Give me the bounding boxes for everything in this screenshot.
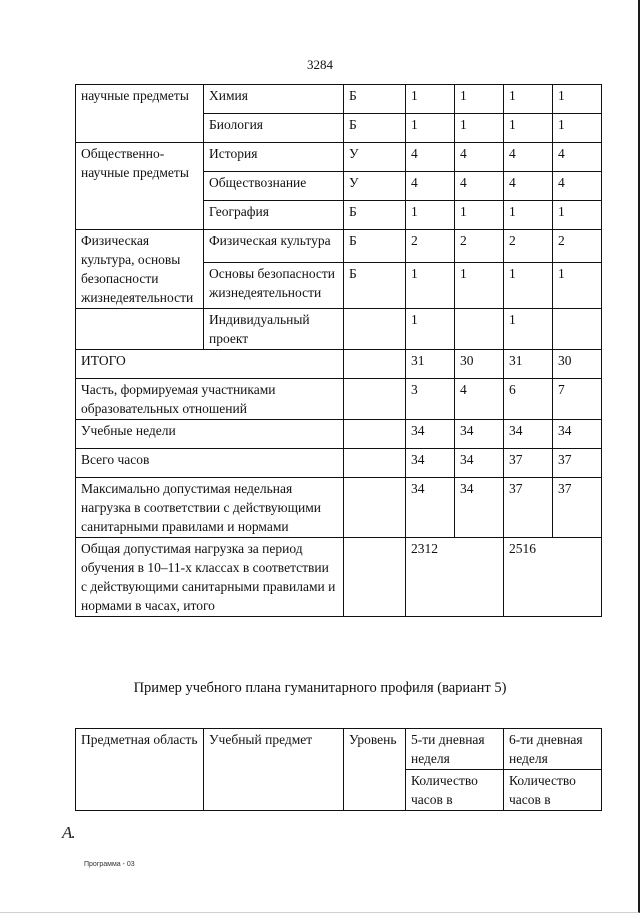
hours-cell: 4 [406, 172, 455, 201]
table-row [76, 309, 602, 350]
hours-cell: 1 [504, 114, 553, 143]
header-six-day-week: 6-ти дневная неделя [504, 729, 602, 770]
subject-cell: Химия [204, 85, 344, 114]
table-row-total [76, 478, 602, 538]
overall-label: Общая допустимая нагрузка за период обучения в 10–11-х классах в соответствии с действующими санитарными правилами и нормами в часах, итого [76, 538, 344, 617]
hours-cell: 37 [553, 478, 602, 538]
hours-cell: 30 [455, 350, 504, 379]
header-hours-six: Количество часов в [504, 770, 602, 811]
total-label: Часть, формируемая участниками образовательных отношений [76, 379, 344, 420]
curriculum-table [75, 84, 602, 617]
header-subject-area: Предметная область [76, 729, 204, 811]
hours-cell: 1 [455, 201, 504, 230]
hours-cell: 1 [406, 262, 455, 308]
hours-cell: 34 [455, 420, 504, 449]
level-cell: Б [344, 201, 406, 230]
handwritten-mark: А. [62, 823, 75, 842]
table-row-overall [76, 538, 602, 617]
subject-cell: История [204, 143, 344, 172]
plan-header-table [75, 728, 602, 811]
subject-cell: География [204, 201, 344, 230]
hours-cell: 1 [406, 85, 455, 114]
hours-cell: 4 [455, 379, 504, 420]
table-row [76, 230, 602, 263]
hours-cell: 1 [504, 85, 553, 114]
hours-cell: 2 [455, 230, 504, 263]
hours-cell: 4 [455, 143, 504, 172]
hours-cell: 37 [553, 449, 602, 478]
table-row-total [76, 379, 602, 420]
header-level: Уровень [344, 729, 406, 811]
hours-cell: 4 [406, 143, 455, 172]
subject-area-cell: Физическая культура, основы безопасности жизнедеятельности [76, 230, 204, 309]
level-cell [344, 379, 406, 420]
subject-area-cell: Общественно-научные предметы [76, 143, 204, 230]
table-row [76, 143, 602, 172]
overall-six-day-cell: 2516 [504, 538, 602, 617]
hours-cell: 34 [504, 420, 553, 449]
hours-cell: 2 [406, 230, 455, 263]
level-cell [344, 538, 406, 617]
hours-cell: 1 [553, 201, 602, 230]
footer-mark: Программа - 03 [84, 861, 135, 868]
hours-cell: 2 [553, 230, 602, 263]
hours-cell: 1 [504, 201, 553, 230]
level-cell: Б [344, 85, 406, 114]
hours-cell: 34 [406, 478, 455, 538]
hours-cell: 37 [504, 478, 553, 538]
hours-cell [553, 309, 602, 350]
hours-cell: 1 [455, 114, 504, 143]
total-label: ИТОГО [76, 350, 344, 379]
subject-cell: Биология [204, 114, 344, 143]
total-label: Максимально допустимая недельная нагрузка в соответствии с действующими санитарными правилами и нормами [76, 478, 344, 538]
page-number: 3284 [307, 57, 333, 72]
subject-cell: Физическая культура [204, 230, 344, 263]
subject-cell: Индивидуальный проект [204, 309, 344, 350]
hours-cell: 34 [455, 478, 504, 538]
hours-cell: 4 [455, 172, 504, 201]
level-cell [344, 350, 406, 379]
subject-area-cell [76, 309, 204, 350]
total-label: Всего часов [76, 449, 344, 478]
hours-cell: 1 [455, 262, 504, 308]
header-hours-five: Количество часов в [406, 770, 504, 811]
hours-cell: 1 [455, 85, 504, 114]
header-row [76, 729, 602, 770]
subject-cell: Основы безопасности жизнедеятельности [204, 262, 344, 308]
level-cell: У [344, 172, 406, 201]
total-label: Учебные недели [76, 420, 344, 449]
hours-cell: 1 [406, 114, 455, 143]
table-row-total [76, 420, 602, 449]
overall-five-day-cell: 2312 [406, 538, 504, 617]
table-row [76, 85, 602, 114]
hours-cell: 31 [406, 350, 455, 379]
hours-cell: 37 [504, 449, 553, 478]
hours-cell: 1 [504, 262, 553, 308]
hours-cell: 1 [504, 309, 553, 350]
hours-cell: 7 [553, 379, 602, 420]
section-title: Пример учебного плана гуманитарного профиля (вариант 5) [133, 680, 507, 696]
hours-cell [455, 309, 504, 350]
hours-cell: 4 [553, 143, 602, 172]
level-cell [344, 478, 406, 538]
hours-cell: 4 [504, 143, 553, 172]
level-cell: Б [344, 114, 406, 143]
header-five-day-week: 5-ти дневная неделя [406, 729, 504, 770]
header-subject: Учебный предмет [204, 729, 344, 811]
hours-cell: 1 [553, 85, 602, 114]
hours-cell: 30 [553, 350, 602, 379]
hours-cell: 4 [504, 172, 553, 201]
level-cell [344, 420, 406, 449]
hours-cell: 2 [504, 230, 553, 263]
subject-area-cell: научные предметы [76, 85, 204, 143]
level-cell: Б [344, 262, 406, 308]
table-row-total [76, 449, 602, 478]
hours-cell: 1 [553, 114, 602, 143]
hours-cell: 4 [553, 172, 602, 201]
hours-cell: 34 [455, 449, 504, 478]
hours-cell: 34 [553, 420, 602, 449]
hours-cell: 3 [406, 379, 455, 420]
level-cell: У [344, 143, 406, 172]
level-cell [344, 449, 406, 478]
hours-cell: 34 [406, 420, 455, 449]
hours-cell: 1 [406, 201, 455, 230]
hours-cell: 34 [406, 449, 455, 478]
table-row-total [76, 350, 602, 379]
hours-cell: 31 [504, 350, 553, 379]
level-cell: Б [344, 230, 406, 263]
hours-cell: 1 [406, 309, 455, 350]
level-cell [344, 309, 406, 350]
hours-cell: 1 [553, 262, 602, 308]
subject-cell: Обществознание [204, 172, 344, 201]
hours-cell: 6 [504, 379, 553, 420]
